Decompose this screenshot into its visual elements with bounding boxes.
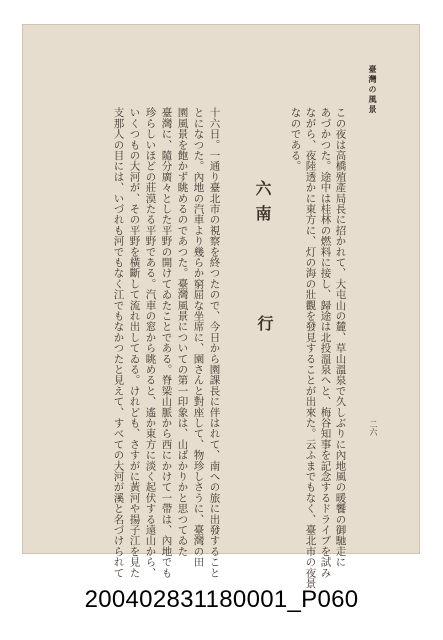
scan-id-caption: 200402831180001_P060 [84,586,359,613]
text-column: なのである。 [289,107,302,172]
text-column: この夜は高橋殖產局長に招かれて、大屯山の麓、草山溫泉で久しぶりに內地風の暖饗の御馳走に [334,107,347,568]
text-column: 十六日。一通り臺北市の視察を終つたので、今日から園課長に伴はれて、南への旅に出發すること [208,107,221,578]
section-heading: 六南 [253,180,272,230]
section-heading-sub: 行 [255,315,274,331]
text-column: 珍らしいほどの莊漠たる平野である。汽車の窓から眺めると、遙か東方に淡く起伏する遠山から、 [144,107,157,578]
text-column: 臺灣に、隨分廣々とした平野の開けてゐたことである。脊梁山脈から西にかけて一帶は、內地でも [160,107,173,578]
text-column: とになつた。內地の汽車より幾らか窮屈な坐席に、園さんと對座して、物珍しさうに、臺灣の田 [192,107,205,568]
text-column: 園風景を飽かず眺めるのであつた。臺灣風景についての第一印象は、山ばかりかと思つてゐた [176,107,189,557]
text-column: 支那人の目には、いづれも河でもなく江でもなかつたと見えて、すべての大河が溪と名づけられて [112,107,125,578]
text-column: あづかつた。途中は桂林の燃料に接し、歸途は北投溫泉へと、梅谷知事を記念するドライブを試み [319,107,332,578]
book-page [22,24,420,589]
page-number: 二六 [369,420,378,436]
text-column: ながら、夜陸透かに東方に、灯の海の壯觀を發見することが出來た。云ふまでもなく、臺北市の夜景 [304,107,317,589]
running-header-title: 臺灣の風景 [368,65,378,115]
text-column: いくつもの大河が、その平野を橫斷して流れ出してゐる。けれども、さすがに黃河や揚子江を見た [128,107,141,578]
